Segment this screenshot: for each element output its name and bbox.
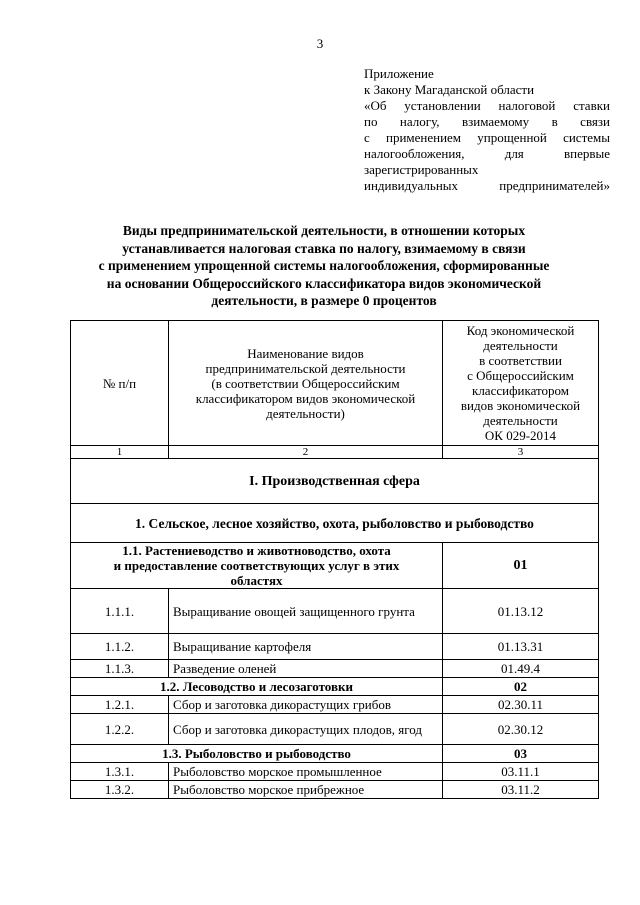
column-number: 1 <box>71 446 169 459</box>
appendix-line: по налогу, взимаемому в связи <box>364 114 610 129</box>
column-number: 3 <box>443 446 599 459</box>
header-code <box>443 321 599 446</box>
group-title: 1.3. Рыболовство и рыбоводство <box>71 745 443 763</box>
header-name-line: деятельности) <box>266 405 345 421</box>
row-code: 01.49.4 <box>443 660 599 678</box>
row-name: Выращивание картофеля <box>169 634 443 660</box>
title-line: устанавливается налоговая ставка по налогу, взимаемому в связи <box>122 240 526 256</box>
row-name: Сбор и заготовка дикорастущих плодов, ягод <box>169 714 443 745</box>
group-title-line: и предоставление соответствующих услуг в этих <box>113 558 400 573</box>
table-row <box>71 714 599 745</box>
row-code: 03.11.2 <box>443 781 599 799</box>
table-header-row <box>71 321 599 446</box>
header-name <box>169 321 443 446</box>
appendix-line: зарегистрированных <box>364 162 479 177</box>
appendix-line: Приложение <box>364 66 434 81</box>
row-num: 1.3.2. <box>71 781 169 799</box>
title-line: деятельности, в размере 0 процентов <box>211 293 437 308</box>
table-row <box>71 634 599 660</box>
appendix-line: индивидуальных предпринимателей» <box>364 178 610 193</box>
section-row <box>71 459 599 504</box>
row-code: 02.30.11 <box>443 696 599 714</box>
header-name-line: классификатором видов экономической <box>195 390 416 406</box>
header-code-line: классификатором <box>472 383 569 398</box>
header-name-line: Наименование видов <box>247 345 364 361</box>
row-code: 02.30.12 <box>443 714 599 745</box>
row-name: Разведение оленей <box>169 660 443 678</box>
document-title <box>60 222 588 310</box>
header-code-line: с Общероссийским <box>467 368 574 383</box>
appendix-block <box>364 66 610 194</box>
title-line: Виды предпринимательской деятельности, в отношении которых <box>122 223 526 238</box>
title-line: с применением упрощенной системы налогообложения, сформированные <box>98 258 550 273</box>
header-code-line: ОК 029-2014 <box>484 428 557 443</box>
row-name: Рыболовство морское прибрежное <box>169 781 443 799</box>
group-row <box>71 745 599 763</box>
group-title: 1.2. Лесоводство и лесозаготовки <box>71 678 443 696</box>
header-code-line: деятельности <box>483 338 558 353</box>
header-code-line: деятельности <box>483 413 558 428</box>
group-title-line: областях <box>230 573 283 588</box>
appendix-line: «Об установлении налоговой ставки <box>364 98 610 113</box>
table-row <box>71 696 599 714</box>
header-name-line: (в соответствии Общероссийским <box>211 375 400 391</box>
table-row <box>71 589 599 634</box>
group-row <box>71 543 599 589</box>
table-row <box>71 781 599 799</box>
row-name: Выращивание овощей защищенного грунта <box>169 589 443 634</box>
header-num: № п/п <box>71 321 169 446</box>
row-code: 01.13.31 <box>443 634 599 660</box>
header-name-line: предпринимательской деятельности <box>205 360 406 376</box>
header-code-line: Код экономической <box>466 323 575 338</box>
appendix-line: налогообложения, для впервые <box>364 146 610 161</box>
column-number-row <box>71 446 599 459</box>
row-code: 03.11.1 <box>443 763 599 781</box>
row-name: Сбор и заготовка дикорастущих грибов <box>169 696 443 714</box>
row-num: 1.2.2. <box>71 714 169 745</box>
column-number: 2 <box>169 446 443 459</box>
page-number: 3 <box>316 36 324 51</box>
group-title <box>71 543 443 589</box>
title-line: на основании Общероссийского классификатора видов экономической <box>106 275 542 291</box>
group-code: 02 <box>443 678 599 696</box>
header-code-line: видов экономической <box>460 398 581 413</box>
appendix-line: с применением упрощенной системы <box>364 130 610 145</box>
group-code: 03 <box>443 745 599 763</box>
header-code-line: в соответствии <box>479 353 562 368</box>
row-num: 1.2.1. <box>71 696 169 714</box>
table-row <box>71 660 599 678</box>
group-code: 01 <box>443 543 599 589</box>
group-row <box>71 678 599 696</box>
row-num: 1.1.3. <box>71 660 169 678</box>
subsection-title: 1. Сельское, лесное хозяйство, охота, рыболовство и рыбоводство <box>71 504 599 543</box>
appendix-line: к Закону Магаданской области <box>364 82 535 97</box>
row-num: 1.1.2. <box>71 634 169 660</box>
subsection-row <box>71 504 599 543</box>
section-title: I. Производственная сфера <box>71 459 599 504</box>
row-code: 01.13.12 <box>443 589 599 634</box>
row-num: 1.1.1. <box>71 589 169 634</box>
group-title-line: 1.1. Растениеводство и животноводство, охота <box>122 543 391 558</box>
row-num: 1.3.1. <box>71 763 169 781</box>
activity-table <box>70 320 599 799</box>
row-name: Рыболовство морское промышленное <box>169 763 443 781</box>
table-row <box>71 763 599 781</box>
